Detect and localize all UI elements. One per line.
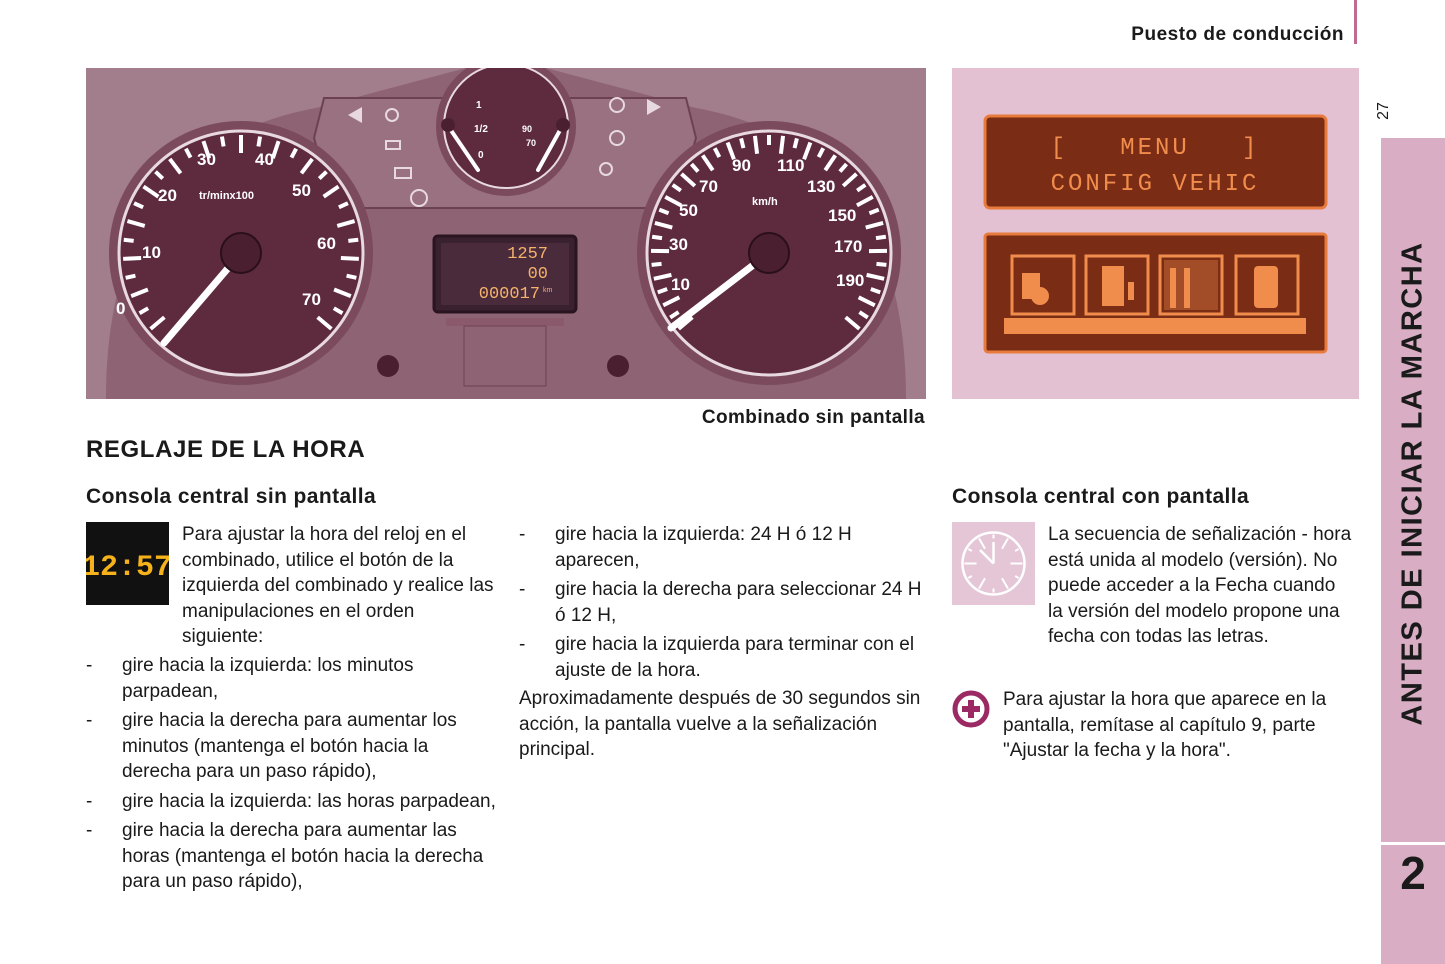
chapter-side-tab [1381, 138, 1445, 964]
list-item: - gire hacia la derecha para aumentar las horas (mantenga el botón hacia la derecha para un paso rápido), [86, 820, 484, 892]
dial-tick [652, 237, 662, 238]
left-intro: Para ajustar la hora del reloj en el combinado, utilice el botón de la izquierda del combinado y realice las manipulaciones en el orden siguiente: [182, 524, 494, 647]
right-text: La secuencia de señalización - hora está unida al modelo (versión). No puede acceder a la Fecha cuando la versión del modelo propone una fecha con todas las letras. [1048, 524, 1352, 647]
dial-tick [755, 136, 757, 154]
tacho-label-70: 70 [302, 290, 321, 309]
temp-label-90: 90 [522, 124, 533, 134]
tacho-label-0: 0 [116, 299, 126, 318]
dial-tick [126, 276, 136, 278]
list-item: - gire hacia la izquierda: 24 H ó 12 H aparecen, [519, 524, 852, 571]
fuel-label-empty: 0 [478, 150, 484, 161]
dial-tick [979, 538, 985, 548]
dial-tick [123, 258, 141, 259]
speedo-label-130: 130 [807, 177, 836, 196]
tacho-label-10: 10 [142, 243, 161, 262]
fuel-label-full: 1 [476, 100, 482, 111]
instrument-cluster-illustration [86, 68, 926, 399]
multifunction-display-illustration [952, 68, 1359, 399]
list-item: - gire hacia la izquierda para terminar con el ajuste de la hora. [519, 634, 915, 681]
middle-note: Aproximadamente después de 30 segundos sin acción, la pantalla vuelve a la señalización principal. [519, 688, 921, 760]
header-divider [1354, 0, 1357, 44]
digital-clock-icon [86, 522, 169, 605]
figure-caption: Combinado sin pantalla [701, 407, 925, 428]
section-title: REGLAJE DE LA HORA [86, 436, 366, 463]
cluster-odometer-readout: 000017 [478, 285, 540, 304]
left-steps-list [86, 653, 496, 895]
plus-circle-icon [952, 690, 990, 728]
dial-tick [1002, 538, 1008, 548]
clock-icon [952, 522, 1035, 605]
display-drawing [952, 68, 1359, 399]
dial-tick [258, 137, 260, 147]
page-header-title: Puesto de conducción [1131, 24, 1344, 45]
dial-tick [347, 276, 357, 278]
screen-line-2: CONFIG VEHIC [1050, 171, 1260, 198]
instrument-cluster-drawing [86, 68, 926, 399]
right-subtitle: Consola central con pantalla [952, 485, 1250, 508]
dial-tick [124, 240, 134, 241]
tacho-label-50: 50 [292, 181, 311, 200]
dial-tick [968, 549, 971, 551]
speedo-label-150: 150 [828, 206, 857, 225]
list-item: - gire hacia la izquierda: las horas parpadean, [86, 790, 496, 812]
left-subtitle: Consola central sin pantalla [86, 485, 377, 508]
tacho-label-40: 40 [255, 150, 274, 169]
speedo-label-110: 110 [777, 156, 805, 175]
dial-tick [1015, 576, 1018, 578]
chapter-divider [1381, 842, 1445, 845]
speedo-label-70: 70 [699, 177, 718, 196]
dial-tick [968, 576, 971, 578]
middle-steps-list [519, 522, 929, 683]
cluster-time-readout: 1257 [507, 245, 548, 264]
tacho-label-60: 60 [317, 234, 336, 253]
fuel-label-half: 1/2 [474, 124, 488, 135]
dial-tick [348, 240, 358, 241]
speedo-label-170: 170 [834, 237, 863, 256]
screen-line-1: [ MENU ] [1050, 135, 1260, 162]
list-item: - gire hacia la izquierda: los minutos parpadean, [86, 655, 414, 702]
tacho-unit: tr/minx100 [199, 190, 255, 202]
dial-tick [1002, 578, 1008, 588]
digital-clock-digits: 12:57 [86, 551, 169, 585]
right-tip: Para ajustar la hora que aparece en la pantalla, remítase al capítulo 9, parte "Ajustar la fecha y la hora". [1003, 689, 1327, 761]
dial-tick [876, 237, 886, 238]
temp-label-70: 70 [526, 138, 537, 148]
speedo-label-50: 50 [679, 201, 698, 220]
list-item: - gire hacia la derecha para aumentar los minutos (mantenga el botón hacia la derecha para un paso rápido), [86, 710, 457, 782]
chapter-number: 2 [1400, 847, 1426, 899]
dial-tick [979, 578, 985, 588]
speedo-unit: km/h [752, 196, 778, 208]
dial-tick [795, 138, 797, 148]
speedo-label-30: 30 [669, 235, 688, 254]
dial-tick [876, 264, 886, 265]
speedo-label-10: 10 [671, 275, 690, 294]
dial-tick [341, 258, 359, 259]
page-number: 27 [1375, 102, 1392, 120]
chapter-title: ANTES DE INICIAR LA MARCHA [1396, 240, 1429, 726]
dial-tick [222, 137, 224, 147]
dial-tick [781, 136, 783, 154]
cluster-odometer-unit: km [543, 287, 553, 294]
speedo-label-90: 90 [732, 156, 751, 175]
list-item: - gire hacia la derecha para seleccionar 24 H ó 12 H, [519, 579, 922, 626]
cluster-trip-readout: 00 [527, 265, 548, 284]
tacho-label-20: 20 [158, 186, 177, 205]
speedo-label-190: 190 [836, 271, 865, 290]
tacho-label-30: 30 [197, 150, 216, 169]
dial-tick [1015, 549, 1018, 551]
dial-tick [741, 138, 743, 148]
dial-tick [652, 264, 662, 265]
